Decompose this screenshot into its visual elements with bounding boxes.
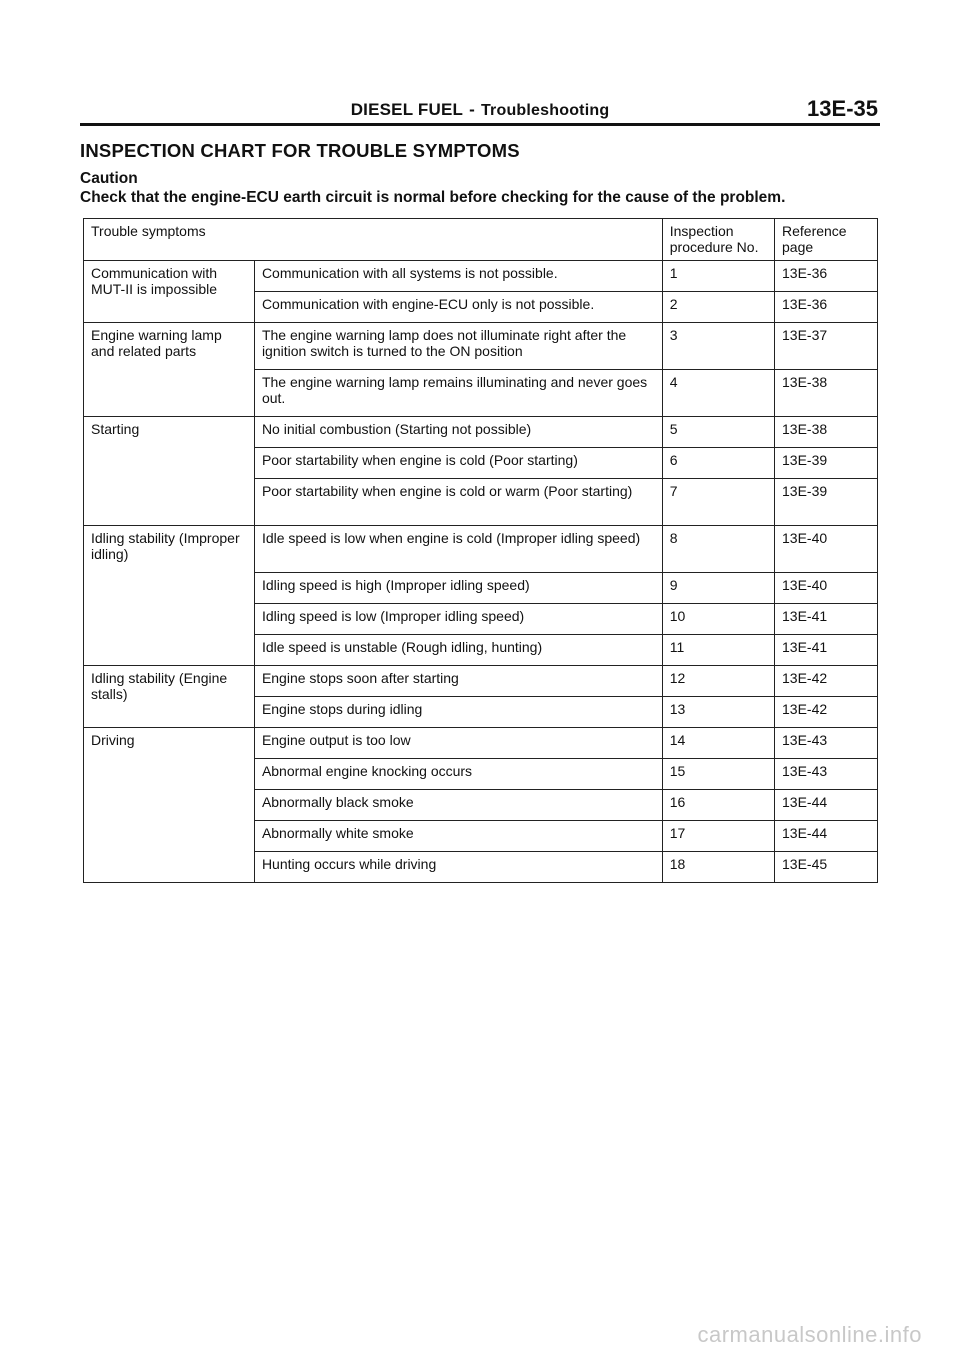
symptom-category: Engine warning lamp and related parts — [84, 323, 255, 417]
symptom-description: Engine stops soon after starting — [254, 666, 662, 697]
inspection-procedure-number: 5 — [662, 417, 774, 448]
table-row — [84, 323, 878, 370]
watermark: carmanualsonline.info — [697, 1322, 922, 1347]
inspection-procedure-number: 3 — [662, 323, 774, 370]
symptom-category: Driving — [84, 728, 255, 883]
symptom-description: Abnormally white smoke — [254, 821, 662, 852]
reference-page: 13E-42 — [775, 697, 878, 728]
reference-page: 13E-37 — [775, 323, 878, 370]
inspection-procedure-number: 18 — [662, 852, 774, 883]
symptom-description: No initial combustion (Starting not possible) — [254, 417, 662, 448]
reference-page: 13E-36 — [775, 292, 878, 323]
symptom-description: Idle speed is low when engine is cold (Improper idling speed) — [254, 526, 662, 573]
inspection-procedure-number: 2 — [662, 292, 774, 323]
header-section: DIESEL FUEL — [350, 100, 464, 119]
symptom-description: Communication with engine-ECU only is not possible. — [254, 292, 662, 323]
table-row — [84, 728, 878, 759]
reference-page: 13E-41 — [775, 635, 878, 666]
symptom-category: Starting — [84, 417, 255, 526]
symptom-category: Idling stability (Improper idling) — [84, 526, 255, 666]
header-title — [80, 100, 880, 120]
reference-page: 13E-44 — [775, 821, 878, 852]
reference-page: 13E-43 — [775, 759, 878, 790]
table-header-row — [84, 219, 878, 261]
page-number: 13E-35 — [807, 96, 878, 121]
reference-page: 13E-45 — [775, 852, 878, 883]
symptom-category: Idling stability (Engine stalls) — [84, 666, 255, 728]
symptom-category: Communication with MUT-II is impossible — [84, 261, 255, 323]
reference-page: 13E-40 — [775, 573, 878, 604]
header-trouble-symptoms: Trouble symptoms — [84, 219, 663, 261]
inspection-chart-table — [83, 218, 878, 883]
symptom-description: The engine warning lamp remains illuminating and never goes out. — [254, 370, 662, 417]
header-separator: - — [469, 100, 475, 119]
inspection-procedure-number: 13 — [662, 697, 774, 728]
header-inspection-procedure: Inspection procedure No. — [662, 219, 774, 261]
inspection-procedure-number: 16 — [662, 790, 774, 821]
caution-label: Caution — [80, 170, 138, 187]
reference-page: 13E-38 — [775, 370, 878, 417]
symptom-description: Hunting occurs while driving — [254, 852, 662, 883]
symptom-description: Idling speed is low (Improper idling speed) — [254, 604, 662, 635]
inspection-procedure-number: 12 — [662, 666, 774, 697]
reference-page: 13E-36 — [775, 261, 878, 292]
symptom-description: Abnormally black smoke — [254, 790, 662, 821]
header-reference-page: Reference page — [775, 219, 878, 261]
inspection-procedure-number: 11 — [662, 635, 774, 666]
inspection-procedure-number: 6 — [662, 448, 774, 479]
reference-page: 13E-39 — [775, 448, 878, 479]
inspection-procedure-number: 10 — [662, 604, 774, 635]
inspection-procedure-number: 14 — [662, 728, 774, 759]
symptom-description: Communication with all systems is not possible. — [254, 261, 662, 292]
symptom-description: The engine warning lamp does not illuminate right after the ignition switch is turned to the ON position — [254, 323, 662, 370]
reference-page: 13E-43 — [775, 728, 878, 759]
table-row — [84, 526, 878, 573]
inspection-procedure-number: 1 — [662, 261, 774, 292]
header-subsection: Troubleshooting — [480, 102, 610, 119]
reference-page: 13E-39 — [775, 479, 878, 526]
page-header — [80, 96, 880, 126]
symptom-description: Engine output is too low — [254, 728, 662, 759]
reference-page: 13E-41 — [775, 604, 878, 635]
inspection-procedure-number: 15 — [662, 759, 774, 790]
page-title: INSPECTION CHART FOR TROUBLE SYMPTOMS — [80, 140, 520, 161]
inspection-procedure-number: 8 — [662, 526, 774, 573]
reference-page: 13E-40 — [775, 526, 878, 573]
inspection-procedure-number: 4 — [662, 370, 774, 417]
reference-page: 13E-44 — [775, 790, 878, 821]
reference-page: 13E-38 — [775, 417, 878, 448]
table-body — [84, 261, 878, 883]
symptom-description: Poor startability when engine is cold or warm (Poor starting) — [254, 479, 662, 526]
table-row — [84, 666, 878, 697]
symptom-description: Abnormal engine knocking occurs — [254, 759, 662, 790]
symptom-description: Engine stops during idling — [254, 697, 662, 728]
symptom-description: Poor startability when engine is cold (Poor starting) — [254, 448, 662, 479]
symptom-description: Idle speed is unstable (Rough idling, hunting) — [254, 635, 662, 666]
inspection-procedure-number: 17 — [662, 821, 774, 852]
table-row — [84, 417, 878, 448]
caution-text: Check that the engine-ECU earth circuit is normal before checking for the cause of the problem. — [80, 189, 786, 206]
symptom-description: Idling speed is high (Improper idling speed) — [254, 573, 662, 604]
table-row — [84, 261, 878, 292]
inspection-procedure-number: 7 — [662, 479, 774, 526]
reference-page: 13E-42 — [775, 666, 878, 697]
inspection-procedure-number: 9 — [662, 573, 774, 604]
